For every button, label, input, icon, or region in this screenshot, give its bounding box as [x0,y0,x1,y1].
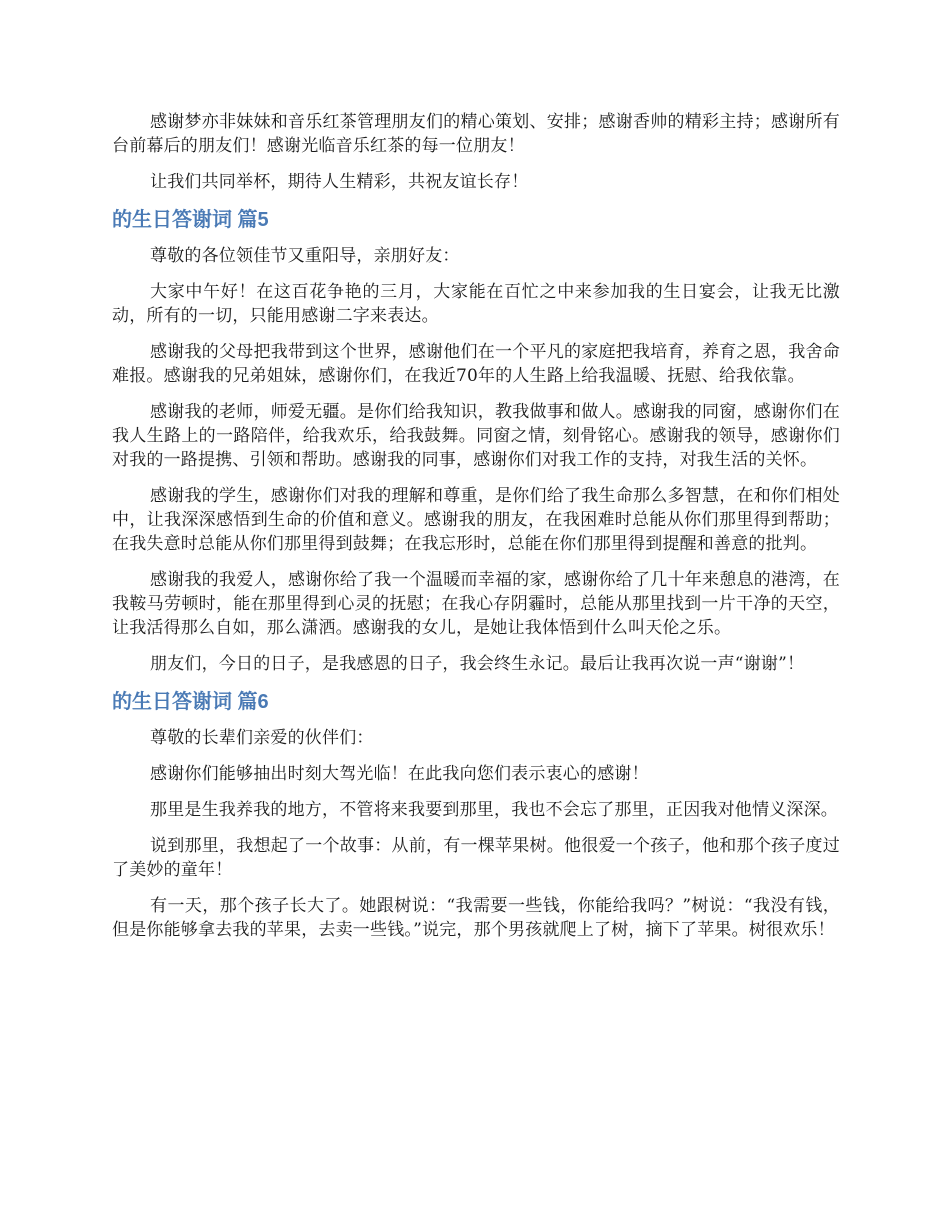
paragraph: 有一天，那个孩子长大了。她跟树说：“我需要一些钱，你能给我吗？”树说：“我没有钱，但是你能够拿去我的苹果，去卖一些钱。”说完，那个男孩就爬上了树，摘下了苹果。树很欢乐！ [112,896,840,940]
section-heading: 的生日答谢词 篇6 [112,691,269,713]
intro-section [112,110,840,194]
document-page [112,110,840,954]
paragraph: 感谢我的学生，感谢你们对我的理解和尊重，是你们给了我生命那么多智慧，在和你们相处中，让我深深感悟到生命的价值和意义。感谢我的朋友，在我困难时总能从你们那里得到帮助；在我失意时总能从你们那里得到鼓舞；在我忘形时，总能在你们那里得到提醒和善意的批判。 [112,486,840,554]
paragraph: 感谢我的父母把我带到这个世界，感谢他们在一个平凡的家庭把我培育，养育之恩，我舍命难报。感谢我的兄弟姐妹，感谢你们，在我近70年的人生路上给我温暖、抚慰、给我依靠。 [112,342,840,386]
section-heading: 的生日答谢词 篇5 [112,209,269,231]
paragraph: 大家中午好！在这百花争艳的三月，大家能在百忙之中来参加我的生日宴会，让我无比激动，所有的一切，只能用感谢二字来表达。 [112,282,840,326]
paragraph: 感谢梦亦非妹妹和音乐红茶管理朋友们的精心策划、安排；感谢香帅的精彩主持；感谢所有台前幕后的朋友们！感谢光临音乐红茶的每一位朋友！ [112,112,840,156]
paragraph: 朋友们，今日的日子，是我感恩的日子，我会终生永记。最后让我再次说一声“谢谢”！ [150,654,805,674]
paragraph: 感谢我的老师，师爱无疆。是你们给我知识，教我做事和做人。感谢我的同窗，感谢你们在我人生路上的一路陪伴，给我欢乐，给我鼓舞。同窗之情，刻骨铭心。感谢我的领导，感谢你们对我的一路提携、引领和帮助。感谢我的同事，感谢你们对我工作的支持，对我生活的关怀。 [112,402,840,470]
paragraph: 那里是生我养我的地方，不管将来我要到那里，我也不会忘了那里，正因我对他情义深深。 [150,800,838,820]
paragraph: 感谢我的我爱人，感谢你给了我一个温暖而幸福的家，感谢你给了几十年来憩息的港湾，在我鞍马劳顿时，能在那里得到心灵的抚慰；在我心存阴霾时，总能从那里找到一片干净的天空，让我活得那么自如，那么潇洒。感谢我的女儿，是她让我体悟到什么叫天伦之乐。 [112,570,840,638]
section-6 [112,688,840,942]
section-5 [112,206,840,676]
paragraph: 说到那里，我想起了一个故事：从前，有一棵苹果树。他很爱一个孩子，他和那个孩子度过了美妙的童年！ [112,836,840,880]
paragraph: 感谢你们能够抽出时刻大驾光临！在此我向您们表示衷心的感谢！ [150,764,649,784]
paragraph: 让我们共同举杯，期待人生精彩，共祝友谊长存！ [150,172,529,192]
paragraph: 尊敬的各位领佳节又重阳导，亲朋好友： [150,246,460,266]
paragraph: 尊敬的长辈们亲爱的伙伴们： [150,728,374,748]
